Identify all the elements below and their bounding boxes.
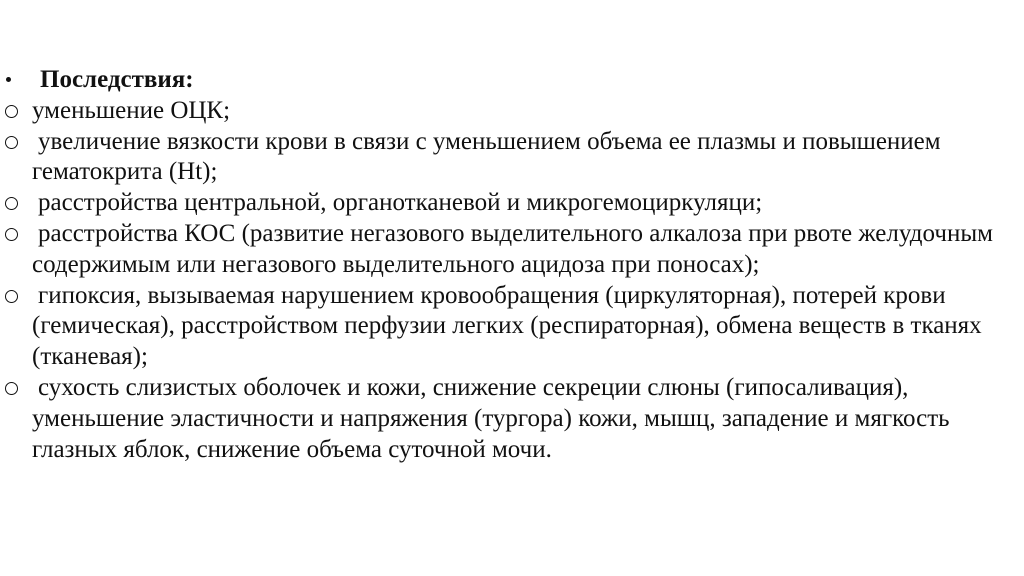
list-item-text: увеличение вязкости крови в связи с уменьшением объема ее плазмы и повышением гематокрита (Ht); [32,127,941,186]
list-item [0,96,1022,127]
heading-row [0,65,1022,96]
slide-heading: Последствия: [40,66,194,93]
circle-bullet-icon [5,197,18,210]
circle-bullet-icon [5,290,18,303]
list-item-text: расстройства центральной, органотканевой и микрогемоциркуляци; [38,189,763,217]
list-item [0,281,1022,373]
bullet-icon [6,77,11,82]
list-item-text: уменьшение ОЦК; [32,96,231,124]
slide-content [0,65,1022,465]
list-item [0,127,1022,189]
consequences-list [0,96,1022,466]
circle-bullet-icon [5,136,18,149]
list-item-text: расстройства КОС (развитие негазового выделительного алкалоза при рвоте желудочным содержимым или негазового выделительного ацидоза при поносах); [32,219,993,278]
list-item [0,219,1022,281]
circle-bullet-icon [5,105,18,118]
circle-bullet-icon [5,382,18,395]
list-item [0,373,1022,465]
list-item-text: гипоксия, вызываемая нарушением кровообращения (циркуляторная), потерей крови (гемическая), расстройством перфузии легких (респираторная), обмена веществ в тканях (тканевая); [32,281,982,371]
list-item [0,188,1022,219]
list-item-text: сухость слизистых оболочек и кожи, снижение секреции слюны (гипосаливация), уменьшение эластичности и напряжения (тургора) кожи, мышц, западение и мягкость глазных яблок, снижение объема суточной мочи. [32,373,950,463]
circle-bullet-icon [5,228,18,241]
